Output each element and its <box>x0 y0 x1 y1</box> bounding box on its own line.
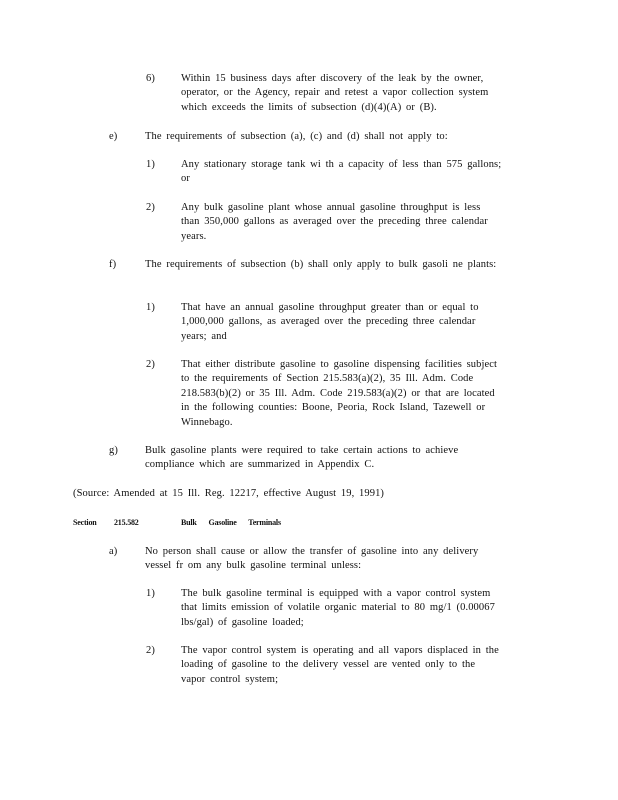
item-text: Any stationary storage tank wi th a capacity of less than 575 gallons; or <box>181 159 502 185</box>
item-text: The bulk gasoline terminal is equipped with a vapor control system that limits emission of volatile organic material to 80 mg/1 (0.00067 lbs/gal) of gasoline loaded; <box>181 588 495 628</box>
section-label: Section <box>73 518 97 527</box>
item-number: 2) <box>146 359 155 370</box>
item-number: 1) <box>146 159 155 170</box>
item-text: The requirements of subsection (b) shall only apply to bulk gasoli ne plants: <box>145 259 497 270</box>
section-title: Bulk Gasoline Terminals <box>181 518 281 527</box>
item-number: 1) <box>146 588 155 599</box>
item-text: The vapor control system is operating and all vapors displaced in the loading of gasoline to the delivery vessel are vented only to the vapor control system; <box>181 645 499 685</box>
item-text: Within 15 business days after discovery of the leak by the owner, operator, or the Agency, repair and retest a vapor collection system which exceeds the limits of subsection (d)(4)(A) or (B). <box>181 73 489 113</box>
item-text: No person shall cause or allow the transfer of gasoline into any delivery vessel fr om any bulk gasoline terminal unless: <box>145 546 479 572</box>
item-number: a) <box>109 546 118 557</box>
item-text: The requirements of subsection (a), (c) and (d) shall not apply to: <box>145 131 448 142</box>
item-text: That have an annual gasoline throughput greater than or equal to 1,000,000 gallons, as averaged over the preceding three calendar years; and <box>181 302 479 342</box>
item-number: 2) <box>146 202 155 213</box>
item-number: 2) <box>146 645 155 656</box>
item-text: That either distribute gasoline to gasoline dispensing facilities subject to the requirements of Section 215.583(a)(2), 35 Ill. Adm. Code 218.583(b)(2) or 35 Ill. Adm. Code 219.583(a)(2) or that are located in the following counties: Boone, Peoria, Rock Island, Tazewell or Winnebago. <box>181 359 498 428</box>
item-number: 6) <box>146 73 155 84</box>
item-number: f) <box>109 259 117 270</box>
source-note: (Source: Amended at 15 Ill. Reg. 12217, effective August 19, 1991) <box>73 488 385 499</box>
item-number: g) <box>109 445 118 456</box>
item-number: e) <box>109 131 118 142</box>
item-number: 1) <box>146 302 155 313</box>
item-text: Bulk gasoline plants were required to take certain actions to achieve compliance which are summarized in Appendix C. <box>145 445 459 471</box>
item-text: Any bulk gasoline plant whose annual gasoline throughput is less than 350,000 gallons as averaged over the preceding three calendar years. <box>181 202 488 242</box>
section-number: 215.582 <box>114 518 139 527</box>
